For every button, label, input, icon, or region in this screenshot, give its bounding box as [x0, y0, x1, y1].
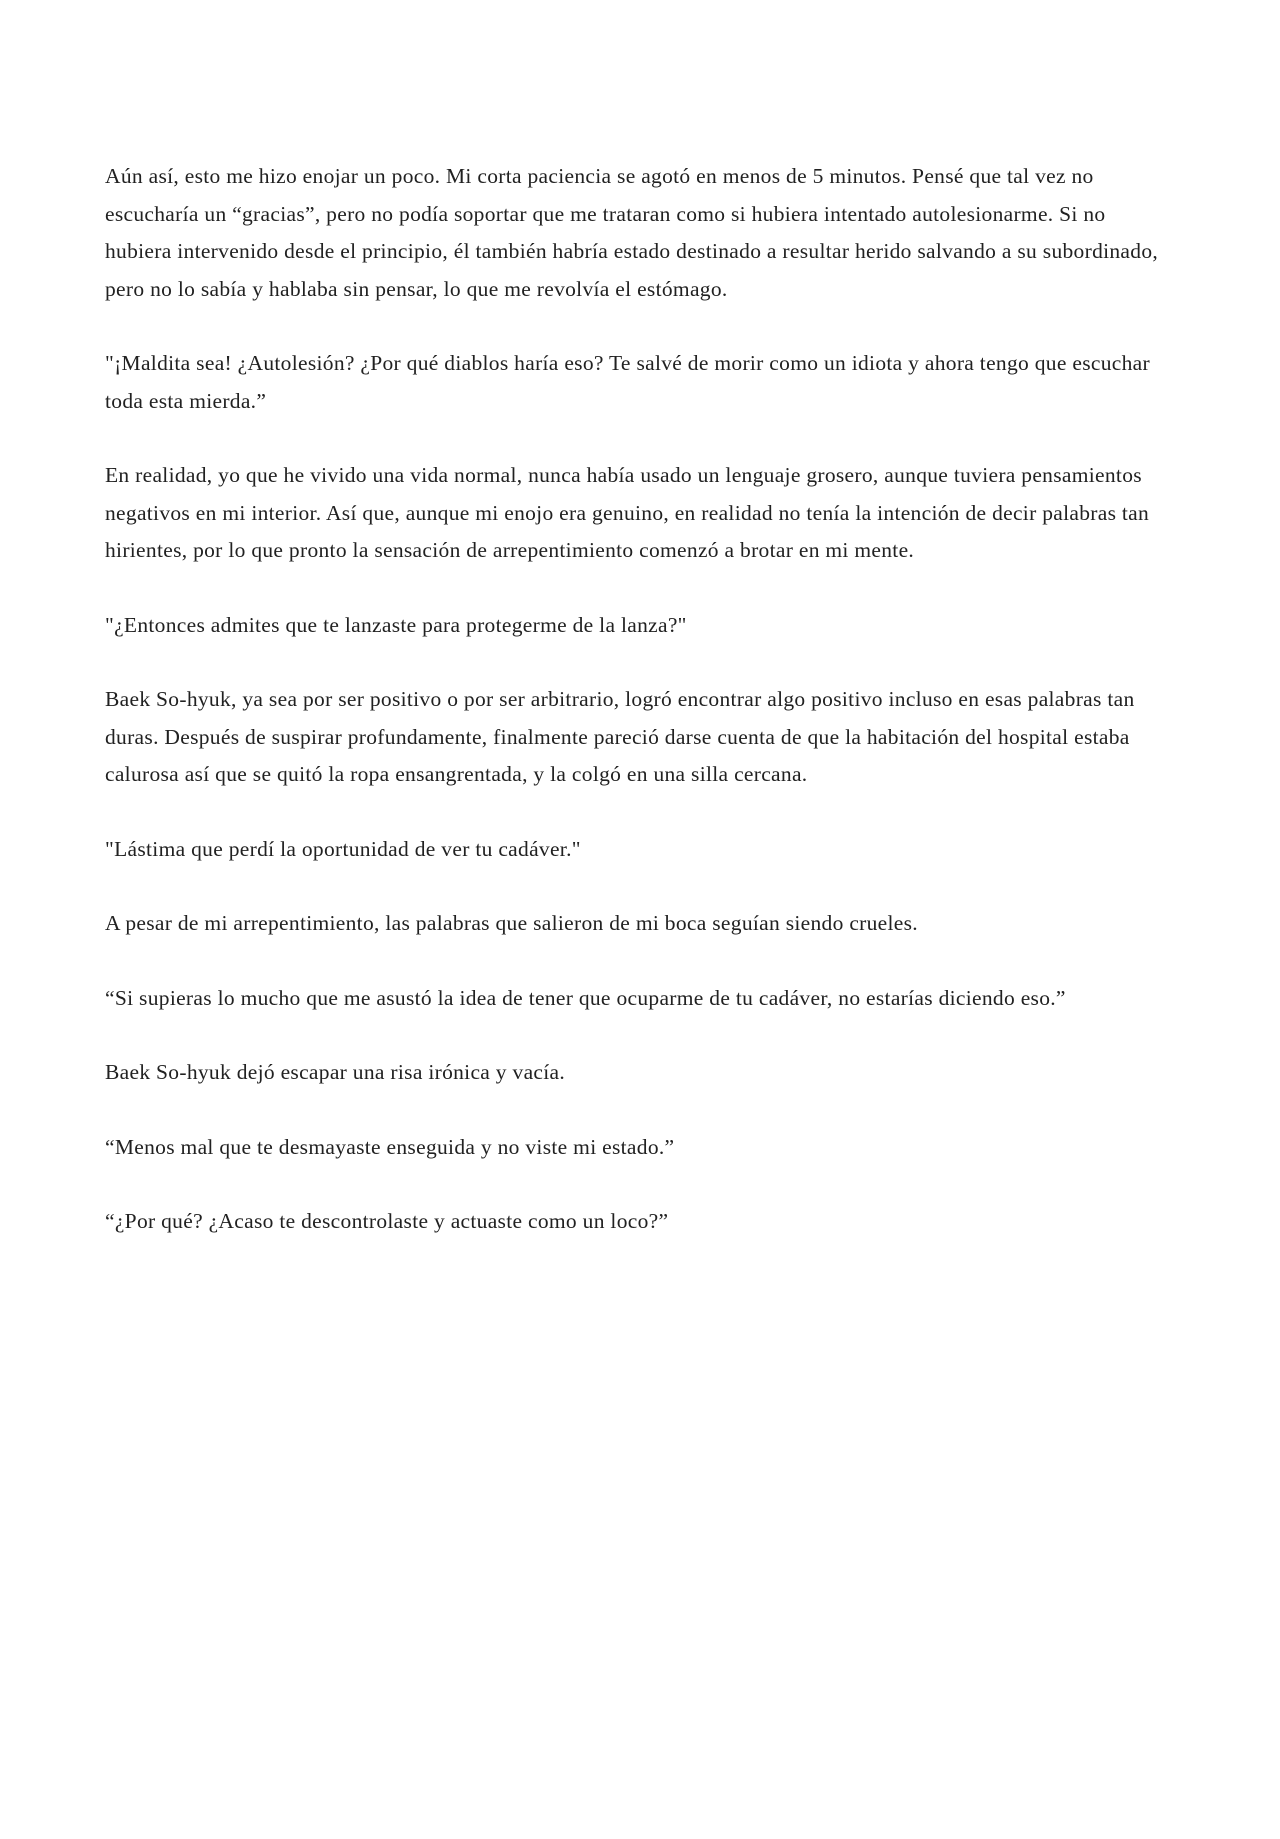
paragraph-dialogue: “Menos mal que te desmayaste enseguida y no viste mi estado.”: [105, 1134, 675, 1159]
paragraph-narration: Baek So-hyuk dejó escapar una risa irónica y vacía.: [105, 1060, 566, 1084]
paragraph-dialogue: "¿Entonces admites que te lanzaste para protegerme de la lanza?": [105, 612, 687, 637]
paragraph-narration: En realidad, yo que he vivido una vida normal, nunca había usado un lenguaje grosero, aunque tuviera pensamientos negativos en mi interior. Así que, aunque mi enojo era genuino, en realidad no tenía la intención de decir palabras tan hirientes, por lo que pronto la sensación de arrepentimiento comenzó a brotar en mi mente.: [105, 463, 1155, 562]
paragraph-dialogue: "Lástima que perdí la oportunidad de ver tu cadáver.": [105, 836, 581, 861]
paragraph-narration: A pesar de mi arrepentimiento, las palabras que salieron de mi boca seguían siendo crueles.: [105, 911, 918, 935]
paragraph-dialogue: “Si supieras lo mucho que me asustó la idea de tener que ocuparme de tu cadáver, no estarías diciendo eso.”: [105, 985, 1066, 1010]
paragraph-dialogue: "¡Maldita sea! ¿Autolesión? ¿Por qué diablos haría eso? Te salvé de morir como un idiota y ahora tengo que escuchar toda esta mierda.”: [105, 351, 1156, 413]
paragraph-dialogue: “¿Por qué? ¿Acaso te descontrolaste y actuaste como un loco?”: [105, 1209, 669, 1233]
paragraph-narration: Baek So-hyuk, ya sea por ser positivo o por ser arbitrario, logró encontrar algo positivo incluso en esas palabras tan duras. Después de suspirar profundamente, finalmente pareció darse cuenta de que la habitación del hospital estaba calurosa así que se quitó la ropa ensangrentada, y la colgó en una silla cercana.: [105, 687, 1141, 786]
paragraph-narration: Aún así, esto me hizo enojar un poco. Mi corta paciencia se agotó en menos de 5 minutos. Pensé que tal vez no escucharía un “gracias”, pero no podía soportar que me trataran como si hubiera intentado autolesionarme. Si no hubiera intervenido desde el principio, él también habría estado destinado a resultar herido salvando a su subordinado, pero no lo sabía y hablaba sin pensar, lo que me revolvía el estómago.: [105, 164, 1164, 301]
